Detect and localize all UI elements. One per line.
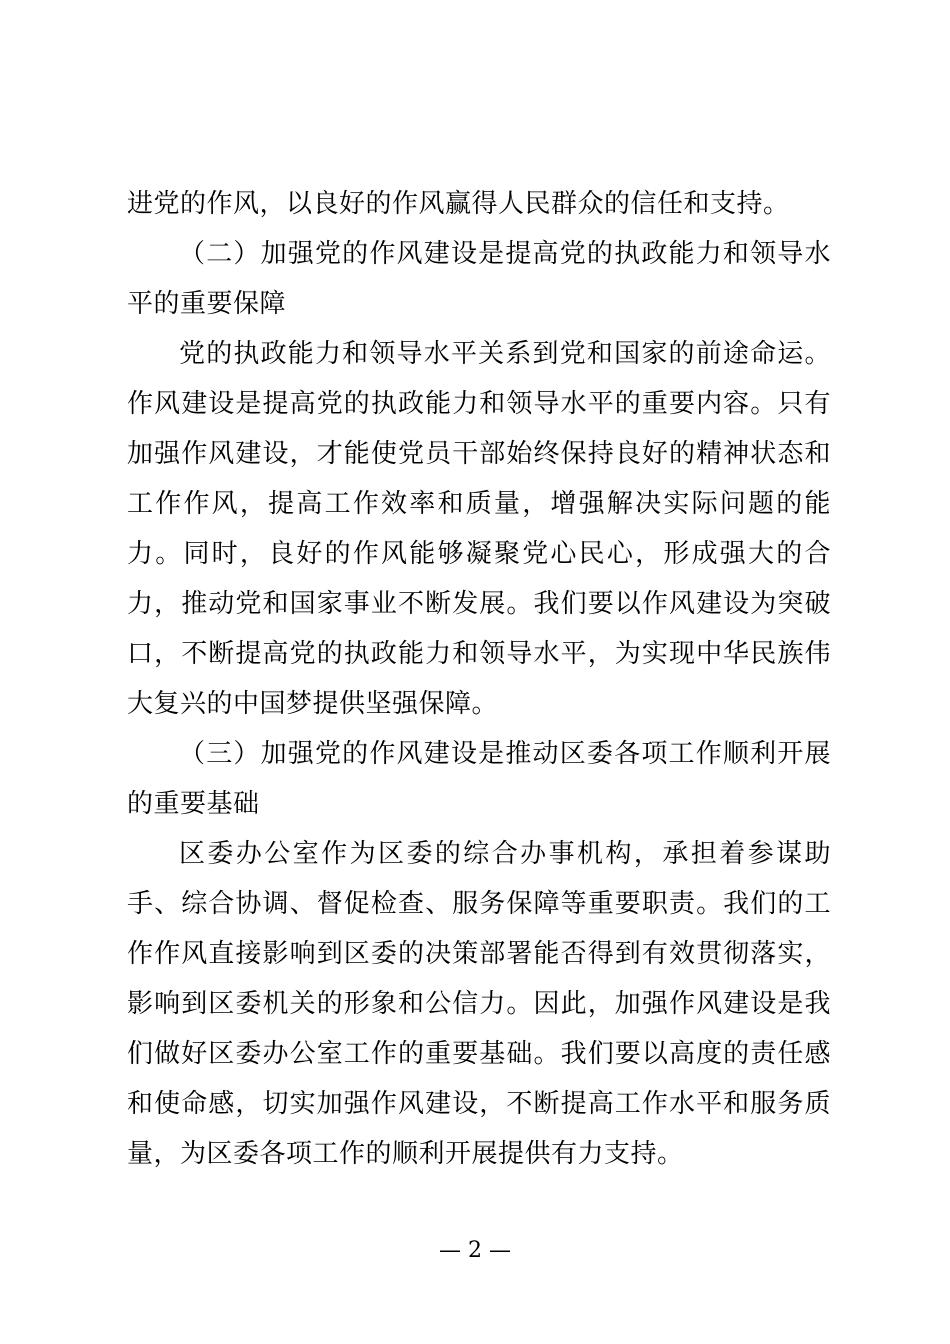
paragraph-continuation: 进党的作风，以良好的作风赢得人民群众的信任和支持。 [127, 189, 790, 219]
page-number: — 2 — [439, 1238, 511, 1263]
section-heading-3: （三）加强党的作风建设是推动区委各项工作顺利开展的重要基础 [127, 739, 831, 819]
paragraph-body-2: 党的执政能力和领导水平关系到党和国家的前途命运。作风建设是提高党的执政能力和领导水平的重要内容。只有加强作风建设，才能使党员干部始终保持良好的精神状态和工作作风，提高工作效率和质量，增强解决实际问题的能力。同时，良好的作风能够凝聚党心民心，形成强大的合力，推动党和国家事业不断发展。我们要以作风建设为突破口，不断提高党的执政能力和领导水平，为实现中华民族伟大复兴的中国梦提供坚强保障。 [127, 339, 831, 719]
section-heading-2: （二）加强党的作风建设是提高党的执政能力和领导水平的重要保障 [127, 239, 831, 319]
document-body [127, 179, 831, 1179]
paragraph-body-3: 区委办公室作为区委的综合办事机构，承担着参谋助手、综合协调、督促检查、服务保障等重要职责。我们的工作作风直接影响到区委的决策部署能否得到有效贯彻落实，影响到区委机关的形象和公信力。因此，加强作风建设是我们做好区委办公室工作的重要基础。我们要以高度的责任感和使命感，切实加强作风建设，不断提高工作水平和服务质量，为区委各项工作的顺利开展提供有力支持。 [127, 839, 831, 1169]
